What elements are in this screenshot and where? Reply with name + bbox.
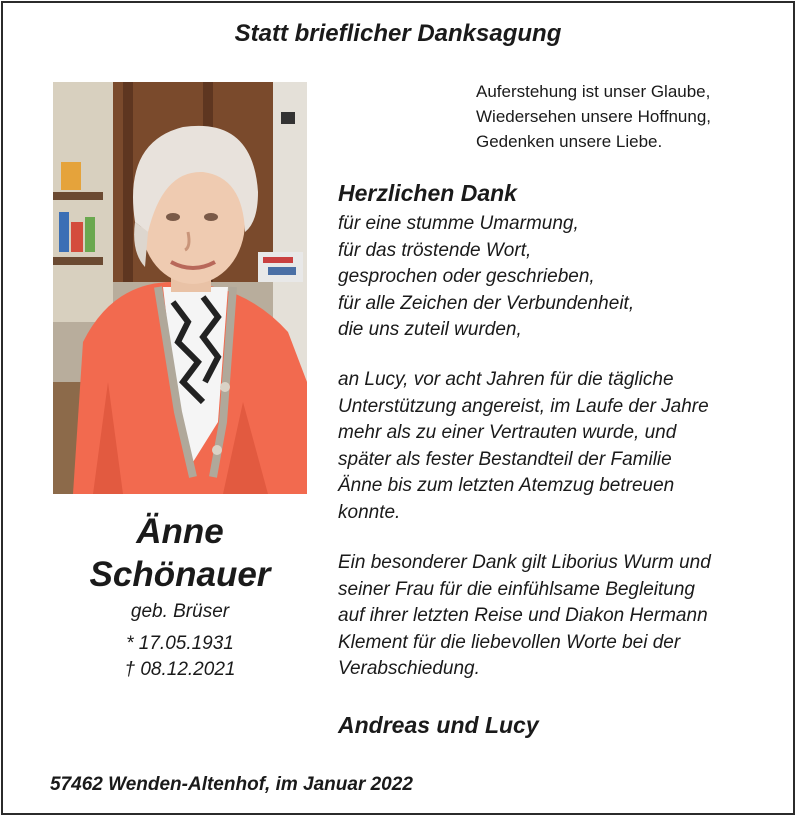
deceased-first-name: Änne [136, 512, 224, 551]
thanks-line: für eine stumme Umarmung, [338, 213, 579, 234]
notice-headline: Statt brieflicher Danksagung [234, 20, 562, 47]
signature: Andreas und Lucy [338, 712, 539, 738]
maiden-name: geb. Brüser [130, 601, 230, 622]
death-date: † 08.12.2021 [124, 659, 236, 680]
portrait-photo [53, 82, 307, 494]
thanks-line: für das tröstende Wort, [338, 239, 532, 261]
thanks-paragraph-special: Ein besonderer Dank gilt Liborius Wurm und seiner Frau für die einfühlsame Begleitung auf ihrer letzten Reise und Diakon Hermann Klement für die liebevollen Worte bei der Verabschiedung. [338, 552, 711, 679]
motto [476, 79, 776, 154]
thanks-line: die uns zuteil wurden, [338, 319, 522, 340]
motto-line: Auferstehung ist unser Glaube, [476, 82, 711, 101]
motto-line: Wiedersehen unsere Hoffnung, [476, 107, 712, 126]
motto-line: Gedenken unsere Liebe. [476, 132, 663, 151]
thanks-lines [338, 211, 758, 344]
birth-date: * 17.05.1931 [126, 633, 234, 654]
thanks-title: Herzlichen Dank [338, 180, 517, 206]
thanks-paragraph-lucy: an Lucy, vor acht Jahren für die tägliche Unterstützung angereist, im Laufe der Jahre mehr als zu einer Vertrauten wurde, und später als fester Bestandteil der Familie Änne bis zum letzten Atemzug betreuen konnte. [338, 369, 709, 523]
thanks-line: gesprochen oder geschrieben, [338, 266, 595, 287]
deceased-last-name: Schönauer [89, 555, 271, 594]
place-and-date: 57462 Wenden-Altenhof, im Januar 2022 [50, 774, 413, 795]
thanks-line: für alle Zeichen der Verbundenheit, [338, 292, 635, 314]
